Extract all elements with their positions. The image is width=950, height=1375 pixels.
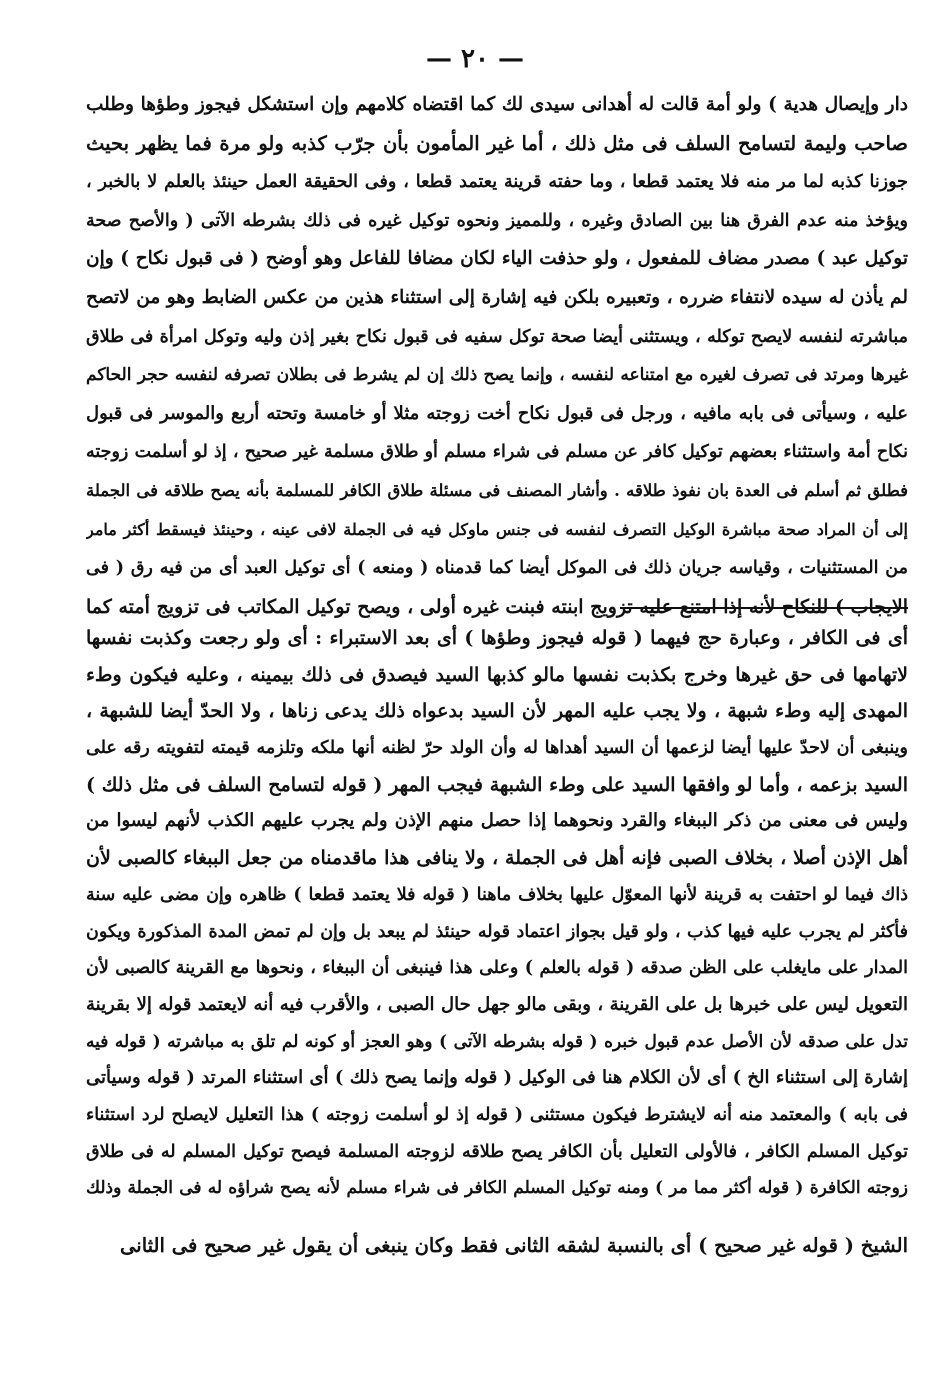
- main-text-line: غيرها ومرتد فى تصرف لغيره مع امتناعه لنفسه ، وإنما يصح ذلك إن لم يشرط فى بطلان تصرفه لنفسه حجر الحاكم: [86, 365, 908, 386]
- commentary-line: أى فى الكافر ، وعبارة حج فيهما ( قوله فيجوز وطؤها ) أى بعد الاستبراء : أى ولو رجعت وكذبت نفسها: [86, 627, 908, 649]
- commentary-line: وليس فى معنى من ذكر الببغاء والقرد ونحوهما إذا حصل منهم الإذن ولم يجرب عليهم الكذب لأنهم ليسوا من: [86, 810, 908, 832]
- main-text-line: فطلق ثم أسلم فى العدة بان نفوذ طلاقه . وأشار المصنف فى مسئلة طلاق الكافر للمسلمة بأنه يصح طلاقه فى الجملة: [86, 480, 908, 500]
- commentary-line: التعويل ليس على خبرها بل على القرينة ، وبقى مالو جهل حال الصبى ، والأقرب فيه أنه لايعتمد قوله إلا بقرينة: [86, 993, 908, 1015]
- commentary-line: فى بابه ) والمعتمد منه أنه لايشترط فيكون مستثنى ( قوله إذ لو أسلمت زوجته ) هذا التعليل لايصلح لرد استثناء: [86, 1104, 908, 1125]
- main-text-line: ويؤخذ منه عدم الفرق هنا بين الصادق وغيره ، وللمميز ونحوه توكيل غيره فى ذلك بشرطه الآتى ( والأصح صحة: [86, 210, 908, 231]
- commentary-line: المهدى إليه وطء شبهة ، ولا يجب عليه المهر لأن السيد بدعواه ذلك يدعى زناها ، ولا الحدّ أيضا للشبهة ،: [86, 700, 908, 723]
- closing-commentary-line: الشيخ ( قوله غير صحيح ) أى بالنسبة لشقه الثانى فقط وكان ينبغى أن يقول غير صحيح فى الثانى: [120, 1234, 908, 1257]
- commentary-line: إشارة إلى استثناء الخ ) أى لأن الكلام هنا فى الوكيل ( قوله وإنما يصح ذلك ) أى استثناء المرتد ( قوله وسيأتى: [86, 1067, 908, 1089]
- commentary-line: زوجته الكافرة ( قوله أكثر مما مر ) ومنه توكيل المسلم الكافر فى شراء مسلم لأنه يصح شراؤه له فى الجملة وذلك: [86, 1178, 908, 1199]
- commentary-line: وينبغى أن لاحدّ عليها أيضا لزعمها أن السيد أهداها له وأن الولد حرّ لظنه أنها ملكه وتلزمه قيمته لتفويته رقه على: [86, 738, 908, 759]
- main-text-line: من المستثنيات ، وقياسه جريان ذلك فى الموكل أيضا كما قدمناه ( ومنعه ) أى توكيل العبد أى من فيه رق ( فى: [86, 558, 908, 579]
- main-text-line: إلى أن المراد صحة مباشرة الوكيل التصرف لنفسه فى جنس ماوكل فيه فى الجملة لافى عينه ، وحينئذ فيسقط أكثر مامر: [86, 519, 908, 539]
- commentary-block: [86, 620, 908, 1207]
- commentary-line: المدار على مايغلب على الظن صدقه ( قوله بالعلم ) وعلى هذا فينبغى أن الببغاء ، ونحوها مع القرينة كالصبى لأن: [86, 958, 908, 979]
- main-text-block: [86, 86, 908, 626]
- footnote-divider: [620, 607, 908, 609]
- main-text-line: لم يأذن له سيده لانتفاء ضرره ، وتعبيره بلكن فيه إشارة إلى استثناء هذين من عكس الضابط وهو من لاتصح: [86, 286, 908, 308]
- main-text-line: الايجاب ) للنكاح لأنه إذا امتنع عليه تزويج ابنته فبنت غيره أولى ، ويصح توكيل المكاتب فى تزويج أمته كما: [86, 595, 908, 618]
- commentary-line: أهل الإذن أصلا ، بخلاف الصبى فإنه أهل فى الجملة ، ولا ينافى هذا ماقدمناه من جعل الببغاء كالصبى لأن: [86, 847, 908, 870]
- commentary-line: توكيل المسلم الكافر ، فالأولى التعليل بأن الكافر يصح طلاقه لزوجته المسلمة فيصح توكيل المسلم له فى طلاق: [86, 1141, 908, 1162]
- main-text-line: نكاح أمة واستثناء بعضهم توكيل كافر عن مسلم فى شراء مسلم أو طلاق مسلمة غير صحيح ، إذ لو أسلمت زوجته: [86, 442, 908, 463]
- commentary-line: لاتهامها فى حق غيرها وخرج بكذبت نفسها مالو كذبها السيد فيصدق فى ذلك بيمينه ، وعليه فيكون وطء: [86, 663, 908, 686]
- commentary-line: فأكثر لم يجرب عليه فيها كذب ، ولو قيل بجواز اعتماد قوله حينئذ لم يبعد بل وإن لم تمض المدة المذكورة ويكون: [86, 921, 908, 942]
- page-number: — ٢٠ —: [425, 44, 525, 74]
- commentary-line: تدل على صدقه لأن الأصل عدم قبول خبره ( قوله بشرطه الآتى ) وهو العجز أو كونه لم تلق به مباشرته ( قوله فيه: [86, 1031, 908, 1052]
- main-text-line: صاحب وليمة لتسامح السلف فى مثل ذلك ، أما غير المأمون بأن جرّب كذبه ولو مرة فما يظهر بحيث: [86, 131, 908, 155]
- commentary-line: السيد بزعمه ، وأما لو وافقها السيد على وطء الشبهة فيجب المهر ( قوله لتسامح السلف فى مثل ذلك ): [86, 773, 908, 796]
- main-text-line: توكيل عبد ) مصدر مضاف للمفعول ، ولو حذفت الياء لكان مضافا للفاعل وهو أوضح ( فى قبول نكاح ) وإن: [86, 248, 908, 270]
- main-text-line: مباشرته لنفسه لايصح توكله ، ويستثنى أيضا صحة توكل سفيه فى قبول نكاح بغير إذن وليه وتوكل امرأة فى طلاق: [86, 326, 908, 347]
- main-text-line: جوزنا كذبه لما مر منه فلا يعتمد قطعا ، وما حفته قرينة يعتمد قطعا ، وفى الحقيقة العمل حينئذ بالعلم لا بالخبر ،: [86, 172, 908, 193]
- main-text-line: دار وإيصال هدية ) ولو أمة قالت له أهدانى سيدى لك كما اقتضاه كلامهم وإن استشكل فيجوز وطؤها وطلب: [86, 94, 908, 115]
- commentary-line: ذاك فيما لو احتفت به قرينة لأنها المعوّل عليها بخلاف ماهنا ( قوله فلا يعتمد قطعا ) ظاهره وإن مضى عليه سنة: [86, 884, 908, 905]
- main-text-line: عليه ، وسيأتى فى بابه مافيه ، ورجل فى قبول نكاح أخت زوجته مثلا أو خامسة وتحته أربع والموسر فى قبول: [86, 402, 908, 424]
